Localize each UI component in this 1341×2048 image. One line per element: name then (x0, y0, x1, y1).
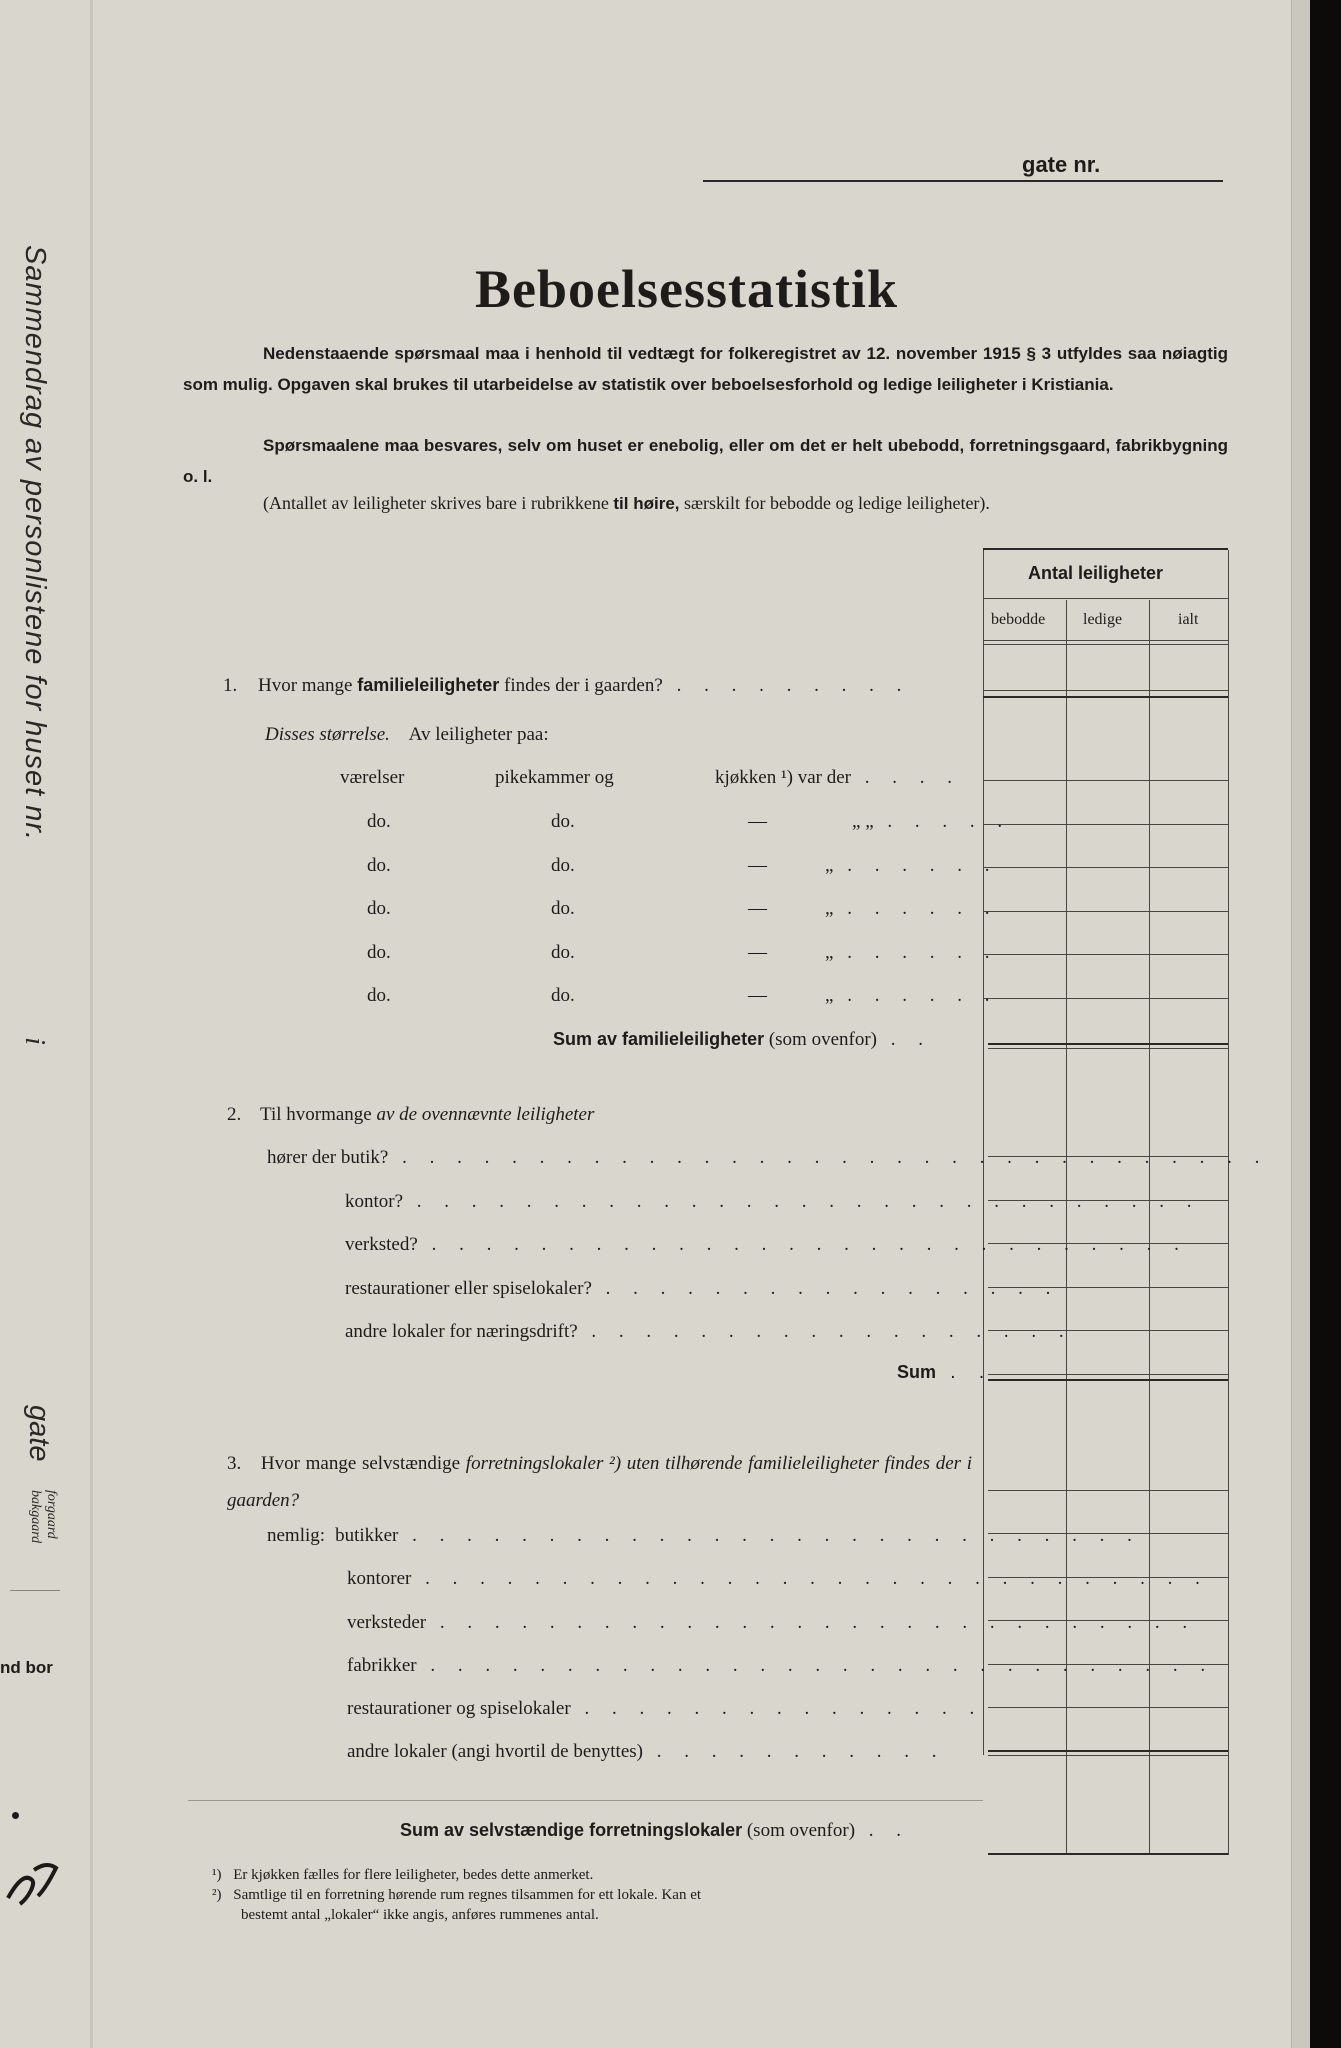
row-rule (988, 1750, 1228, 1752)
table-header-rule (983, 598, 1228, 599)
row-rule (983, 911, 1228, 912)
q2-item-label: andre lokaler for næringsdrift? (345, 1321, 578, 1342)
sizes-row (265, 724, 549, 746)
gate-nr-label: gate nr. (1022, 152, 1101, 177)
leader-dots: . . . . . . . . . . . . . . . . . . . . . . . . . . . . . (411, 1568, 1209, 1589)
do-cell: do. (551, 855, 575, 876)
do-cell: do. (551, 942, 575, 963)
sizes-label: Disses størrelse. (265, 724, 390, 745)
do-cell: do. (367, 942, 391, 963)
leader-dots: . . . . . (873, 811, 1012, 832)
do-cell: do. (367, 898, 391, 919)
signature-svg (4, 1840, 64, 1910)
footnote-1-mark: ¹) (212, 1867, 222, 1883)
q3-item-kontorer (347, 1568, 1209, 1590)
quote-cell (825, 898, 998, 920)
footnote-2 (212, 1886, 701, 1905)
footnote-2-cont (241, 1906, 599, 1925)
table-top-rule (983, 548, 1228, 550)
do-cell: do. (551, 898, 575, 919)
q2-number: 2. (227, 1104, 242, 1125)
row-rule (983, 690, 1228, 691)
q1-bold: familieleiligheter (357, 675, 500, 695)
leader-dots: . . . . . . . . . . . (642, 1741, 946, 1762)
quote-cell (825, 985, 998, 1007)
row-rule (983, 696, 1228, 698)
do-cell: do. (551, 811, 575, 832)
sum1-post: (som ovenfor) (768, 1029, 877, 1050)
sum3-post: (som ovenfor) (746, 1820, 856, 1841)
sum3-row (400, 1820, 910, 1842)
vertical-title: Sammendrag av personlistene for huset nr. (19, 245, 51, 842)
q3-italic: forretningslokaler ²) uten tilhørende familieleiligheter findes der i gaarden? (227, 1453, 973, 1511)
q2-item-label: restaurationer eller spiselokaler? (345, 1278, 592, 1299)
intro-p1-text: Nedenstaaende spørsmaal maa i henhold til vedtægt for folkeregistret av 12. november 1915 § 3 utfyldes saa nøiagtig som mulig. Opgaven skal brukes til utarbeidelse av statistik over beboelsesforhold og ledige leiligheter i Kristiania. (183, 344, 1228, 394)
do-cell: do. (367, 855, 391, 876)
kjokken-cell (715, 767, 961, 789)
leader-dots: . . (936, 1362, 994, 1383)
leader-dots: . . . . . . . . . . . . . . . . . . (577, 1321, 1073, 1342)
intro-p3-post: særskilt for bebodde og ledige leiligheter). (679, 493, 990, 513)
page-fold (90, 0, 93, 2048)
dash-cell: — (748, 898, 767, 919)
sum1-row (553, 1029, 932, 1051)
dash-cell: — (748, 855, 767, 876)
do-cell: do. (367, 985, 391, 1006)
leader-dots: . . . . . . . . . (662, 675, 911, 696)
q2-item-label: kontor? (345, 1191, 404, 1212)
leader-dots: . . . . . . . . . . . . . . . . . . . . . . . . . . . . . . . . (388, 1147, 1269, 1168)
table-right-border (1228, 550, 1229, 1855)
q2-item-andre (345, 1321, 1073, 1343)
quote-cell (825, 855, 998, 877)
row-rule (988, 1755, 1228, 1756)
kjokken-label: kjøkken ¹) var der (715, 767, 852, 788)
table-group-header: Antal leiligheter (1028, 563, 1164, 583)
row-rule (983, 998, 1228, 999)
footnote-2-text-a: Samtlige til en forretning hørende rum regnes tilsammen for ett lokale. Kan et (233, 1887, 702, 1903)
signature-mark (4, 1840, 64, 1925)
row-rule (988, 1048, 1228, 1049)
q3-item-andre (347, 1741, 945, 1763)
pikekammer-label: pikekammer og (495, 767, 614, 788)
col-ialt: ialt (1178, 611, 1199, 628)
leader-dots: . . . . . . . . . . . . . . . . . . . . . . . . . . . . . (403, 1191, 1201, 1212)
gate-rule (10, 1590, 60, 1591)
forgaard-label: forgaard (44, 1490, 59, 1539)
vertical-i: i (18, 1037, 50, 1045)
leader-dots: . . . . . . (833, 985, 999, 1006)
q1-row (223, 675, 910, 697)
quote-mark: „ (865, 811, 874, 832)
q3-item-label: andre lokaler (angi hvortil de benyttes) (347, 1741, 643, 1762)
col-bebodde: bebodde (991, 611, 1046, 628)
leader-dots: . . (877, 1029, 932, 1050)
footnote-1 (212, 1866, 593, 1885)
q3-item-label: kontorer (347, 1568, 412, 1589)
intro-paragraph-2 (183, 430, 1228, 492)
leader-dots: . . . . . . . . . . . . . . . . . (591, 1278, 1060, 1299)
q3-item-label: restaurationer og spiselokaler (347, 1698, 571, 1719)
leader-dots: . . . . . . . . . . . . . . . . . . . . . . . . . . . . (426, 1612, 1197, 1633)
q2-row (227, 1104, 594, 1126)
q3-item-label: fabrikker (347, 1655, 417, 1676)
leader-dots: . . . . . . (833, 898, 999, 919)
table-colhead-rule-1 (983, 640, 1228, 641)
q2-item-label: hører der butik? (267, 1147, 389, 1168)
q3-item-label: butikker (335, 1525, 399, 1546)
q3-item-restaurationer (347, 1698, 983, 1720)
quote-cell (825, 942, 998, 964)
quote-mark: „ (825, 942, 834, 963)
dash-cell: — (748, 942, 767, 963)
q3-item-butikker (267, 1525, 1141, 1547)
quote-cell (852, 811, 1011, 833)
intro-paragraph-1 (183, 338, 1228, 400)
page-title: Beboelsesstatistik (475, 259, 898, 319)
q3-number: 3. (227, 1453, 242, 1474)
quote-mark: „ (825, 985, 834, 1006)
col-ledige: ledige (1083, 611, 1123, 628)
leader-dots: . . . . . . . . . . . . . . . (570, 1698, 984, 1719)
intro-paragraph-3 (263, 493, 990, 514)
q2-pre: Til hvormange (260, 1104, 377, 1125)
leader-dots: . . . . . . . . . . . . . . . . . . . . . . . . . . . . . (416, 1655, 1215, 1676)
gate-nr-line (703, 180, 1223, 182)
intro-p3-bold: til høire, (613, 494, 680, 513)
q2-item-butik (267, 1147, 1268, 1169)
leader-dots: . . . . . . . . . . . . . . . . . . . . . . . . . . . (398, 1525, 1141, 1546)
page-edge (1291, 0, 1310, 2048)
leader-dots: . . . . (851, 767, 962, 788)
nd-bor-label: nd bor (0, 1658, 53, 1677)
q3-item-verksteder (347, 1612, 1196, 1634)
quote-mark: „ (825, 855, 834, 876)
footnote-1-text: Er kjøkken fælles for flere leiligheter, bedes dette anmerket. (233, 1867, 594, 1883)
row-rule (983, 954, 1228, 955)
size-row-header (340, 767, 404, 789)
q3-item-fabrikker (347, 1655, 1214, 1677)
row-rule (988, 1043, 1228, 1045)
q3-item-label: verksteder (347, 1612, 427, 1633)
footnote-2-mark: ²) (212, 1887, 222, 1903)
intro-p3-pre: (Antallet av leiligheter skrives bare i rubrikkene (263, 493, 614, 513)
intro-p2-text: Spørsmaalene maa besvares, selv om huset er enebolig, eller om det er helt ubebodd, forretningsgaard, fabrikbygning o. l. (183, 436, 1228, 486)
section3-divider (188, 1800, 983, 1801)
q1-number: 1. (223, 675, 238, 696)
leader-dots: . . . . . . . . . . . . . . . . . . . . . . . . . . . . (417, 1234, 1188, 1255)
pikekammer-cell (495, 767, 614, 789)
sum3-bold: Sum av selvstændige forretningslokaler (400, 1820, 743, 1840)
do-cell: do. (551, 985, 575, 1006)
quote-mark: „ (825, 898, 834, 919)
row-rule (983, 867, 1228, 868)
sum1-bold: Sum av familieleiligheter (553, 1029, 765, 1049)
table-colhead-rule-2 (983, 644, 1228, 645)
row-rule (983, 780, 1228, 781)
row-rule (988, 1853, 1228, 1855)
q2-item-restaurationer (345, 1278, 1059, 1300)
leader-dots: . . . . . . (833, 855, 999, 876)
row-rule (983, 824, 1228, 825)
row-rule (988, 1379, 1228, 1381)
dash-cell: — (748, 985, 767, 1006)
nemlig-label: nemlig: (267, 1525, 326, 1546)
row-rule (988, 1707, 1228, 1708)
sum2-label: Sum (897, 1362, 937, 1382)
sizes-text: Av leiligheter paa: (408, 724, 549, 745)
row-rule (988, 1374, 1228, 1375)
q2-item-kontor (345, 1191, 1201, 1213)
leader-dots: . . (855, 1820, 911, 1841)
q2-item-verksted (345, 1234, 1188, 1256)
q2-item-label: verksted? (345, 1234, 418, 1255)
bakgaard-label: bakgaard (28, 1490, 43, 1544)
do-cell: do. (367, 811, 391, 832)
q1-pre: Hvor mange (258, 675, 358, 696)
quote-mark: „ (852, 811, 861, 832)
sum2-row (897, 1362, 993, 1384)
row-rule (988, 1490, 1228, 1491)
leader-dots: . . . . . . (833, 942, 999, 963)
ink-dot (12, 1812, 19, 1819)
dash-cell: — (748, 811, 767, 832)
q3-question (227, 1445, 972, 1519)
vertical-gate: gate (23, 1405, 55, 1462)
q3-pre: Hvor mange selvstændige (260, 1453, 466, 1474)
q2-italic: av de ovennævnte leiligheter (376, 1104, 595, 1125)
q1-post: findes der i gaarden? (499, 675, 663, 696)
vaerelser-label: værelser (340, 767, 405, 788)
footnote-2-text-b: bestemt antal „lokaler“ ikke angis, anføres rummenes antal. (241, 1907, 599, 1923)
